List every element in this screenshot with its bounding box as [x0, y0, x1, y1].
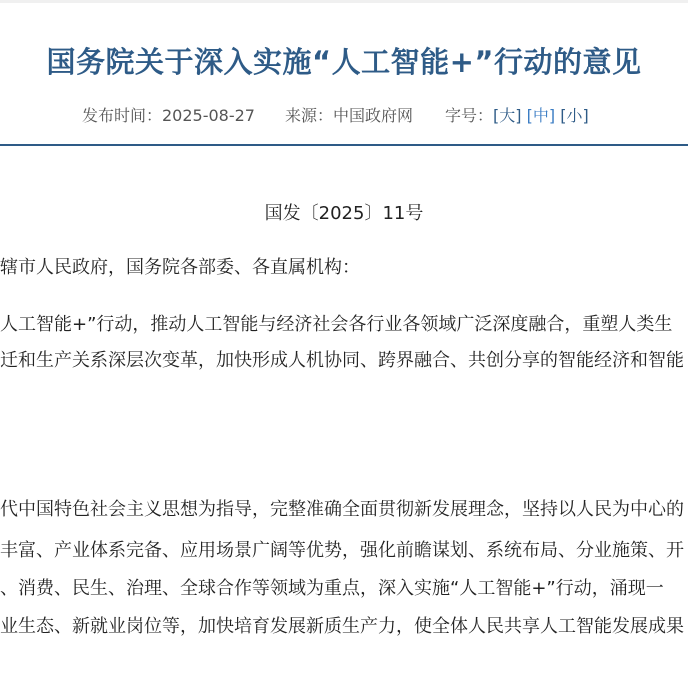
page-title: 国务院关于深入实施“人工智能+”行动的意见 — [46, 45, 642, 79]
paragraph-line: 迁和生产关系深层次变革，加快形成人机协同、跨界融合、共创分享的智能经济和智能 — [0, 350, 684, 371]
top-edge — [0, 0, 688, 3]
font-size-medium-button[interactable]: [中] — [526, 106, 556, 125]
paragraph-line: 丰富、产业体系完备、应用场景广阔等优势，强化前瞻谋划、系统布局、分业施策、开 — [0, 540, 684, 561]
paragraph-line: 、消费、民生、治理、全球合作等领域为重点，深入实施“人工智能+”行动，涌现一 — [0, 578, 664, 599]
font-size-large-button[interactable]: [大] — [493, 106, 522, 125]
addressee-line: 辖市人民政府，国务院各部委、各直属机构： — [0, 257, 360, 278]
font-size-label: 字号： — [445, 106, 494, 125]
document-number: 国发〔2025〕11号 — [264, 203, 424, 224]
paragraph-line: 人工智能+”行动，推动人工智能与经济社会各行业各领域广泛深度融合，重塑人类生 — [0, 314, 673, 335]
article-meta — [82, 103, 589, 126]
header-divider — [0, 144, 688, 146]
paragraph-line: 代中国特色社会主义思想为指导，完整准确全面贯彻新发展理念，坚持以人民为中心的 — [0, 499, 684, 520]
source: 来源：中国政府网 — [285, 106, 414, 125]
font-size-small-button[interactable]: [小] — [560, 106, 589, 125]
paragraph-line: 业生态、新就业岗位等，加快培育发展新质生产力，使全体人民共享人工智能发展成果 — [0, 616, 684, 637]
publish-date: 发布时间：2025-08-27 — [82, 106, 255, 125]
